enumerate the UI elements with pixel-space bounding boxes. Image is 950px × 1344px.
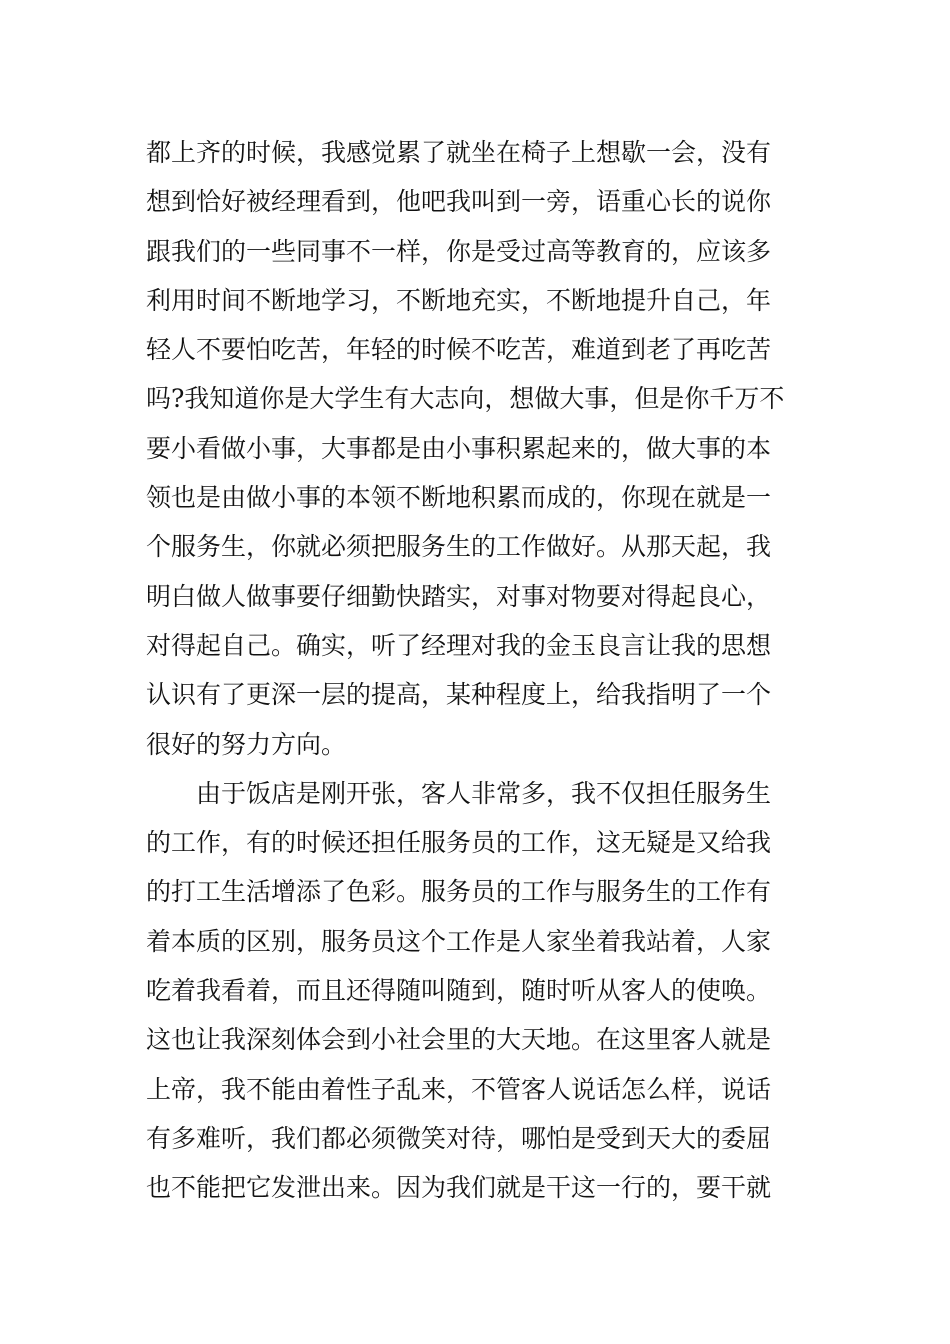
text-line: 这也让我深刻体会到小社会里的大天地。在这里客人就是 (146, 1025, 772, 1055)
text-line: 利用时间不断地学习，不断地充实，不断地提升自己，年 (146, 285, 772, 315)
text-line: 着本质的区别，服务员这个工作是人家坐着我站着，人家 (146, 926, 772, 956)
text-line: 吗?我知道你是大学生有大志向，想做大事，但是你千万不 (146, 384, 785, 414)
text-line: 有多难听，我们都必须微笑对待，哪怕是受到天大的委屈 (146, 1123, 772, 1153)
text-line: 领也是由做小事的本领不断地积累而成的，你现在就是一 (146, 483, 772, 513)
text-line: 很好的努力方向。 (146, 729, 347, 759)
text-line: 想到恰好被经理看到，他吧我叫到一旁，语重心长的说你 (146, 187, 772, 217)
text-line: 要小看做小事，大事都是由小事积累起来的，做大事的本 (146, 433, 772, 463)
text-line: 都上齐的时候，我感觉累了就坐在椅子上想歇一会，没有 (146, 138, 772, 167)
body-text (146, 128, 808, 1213)
text-line: 跟我们的一些同事不一样，你是受过高等教育的，应该多 (146, 236, 772, 266)
text-line: 的工作，有的时候还担任服务员的工作，这无疑是又给我 (146, 828, 772, 858)
text-line: 由于饭店是刚开张，客人非常多，我不仅担任服务生 (146, 778, 772, 808)
text-line: 也不能把它发泄出来。因为我们就是干这一行的，要干就 (146, 1173, 772, 1203)
text-line: 上帝，我不能由着性子乱来，不管客人说话怎么样，说话 (146, 1074, 772, 1104)
text-line: 认识有了更深一层的提高，某种程度上，给我指明了一个 (146, 680, 772, 710)
text-line: 的打工生活增添了色彩。服务员的工作与服务生的工作有 (146, 877, 772, 907)
text-line: 吃着我看着，而且还得随叫随到，随时听从客人的使唤。 (146, 976, 772, 1006)
text-line: 轻人不要怕吃苦，年轻的时候不吃苦，难道到老了再吃苦 (146, 335, 772, 365)
text-line: 对得起自己。确实，听了经理对我的金玉良言让我的思想 (146, 630, 772, 660)
text-line: 明白做人做事要仔细勤快踏实，对事对物要对得起良心， (146, 581, 772, 611)
text-line: 个服务生，你就必须把服务生的工作做好。从那天起，我 (146, 532, 772, 562)
